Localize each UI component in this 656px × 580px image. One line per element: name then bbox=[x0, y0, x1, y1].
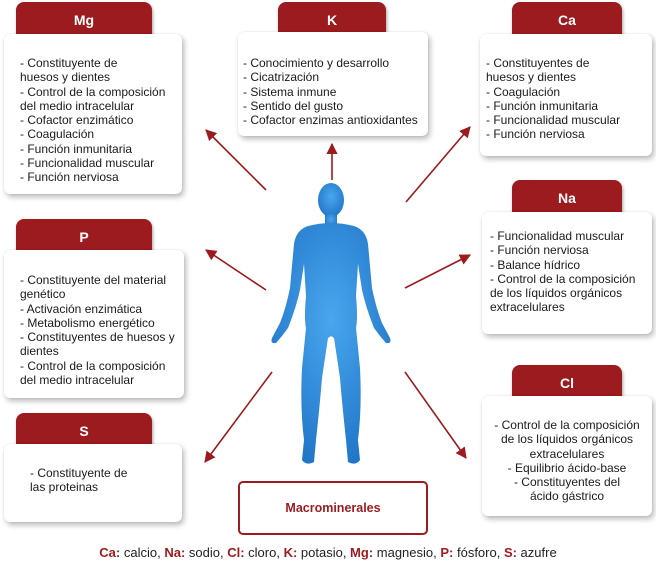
cl-functions bbox=[484, 418, 650, 504]
arrow-to-s bbox=[205, 372, 272, 462]
function-line: - Sentido del gusto bbox=[243, 98, 344, 113]
function-line: las proteinas bbox=[30, 480, 99, 495]
arrow-to-ca bbox=[406, 127, 470, 202]
k-symbol: K bbox=[326, 12, 338, 28]
function-line: - Conocimiento y desarrollo bbox=[243, 56, 390, 70]
function-line: - Constituyentes de bbox=[486, 56, 590, 70]
function-line: - Constituyente de bbox=[30, 466, 128, 480]
function-line: - Funcionalidad muscular bbox=[490, 229, 625, 243]
legend-name: sodio, bbox=[185, 545, 228, 560]
ca-functions bbox=[486, 56, 620, 142]
legend-symbol: P: bbox=[440, 545, 454, 560]
function-line: genético bbox=[20, 287, 66, 302]
function-line: - Constituyente del material bbox=[20, 273, 167, 287]
legend-symbol: Na: bbox=[164, 545, 186, 560]
mg-symbol-tab bbox=[16, 2, 152, 38]
function-line: - Constituyentes del bbox=[513, 475, 621, 490]
arrow-to-mg bbox=[206, 130, 266, 190]
function-line: - Constituyente de bbox=[20, 56, 118, 70]
legend-name: calcio, bbox=[120, 545, 165, 560]
function-line: - Activación enzimática bbox=[20, 301, 143, 316]
function-line: - Cofactor enzimático bbox=[20, 113, 134, 128]
legend-name: magnesio, bbox=[373, 545, 441, 560]
legend-symbol: Mg: bbox=[350, 545, 374, 560]
legend-symbol: Ca: bbox=[99, 545, 121, 560]
function-line: - Función inmunitaria bbox=[20, 141, 133, 156]
legend-name: azufre bbox=[516, 545, 557, 560]
s-symbol: S bbox=[79, 423, 89, 439]
arrow-to-p bbox=[206, 250, 266, 290]
mg-symbol: Mg bbox=[73, 12, 95, 28]
function-line: - Función nerviosa bbox=[20, 170, 119, 185]
k-functions bbox=[243, 56, 418, 127]
function-line: huesos y dientes bbox=[20, 70, 111, 85]
function-line: - Coagulación bbox=[20, 127, 95, 142]
function-line: del medio intracelular bbox=[20, 98, 135, 113]
function-line: - Funcionalidad muscular bbox=[486, 113, 621, 128]
na-symbol: Na bbox=[558, 190, 576, 206]
mg-functions bbox=[20, 56, 165, 185]
function-line: de los líquidos orgánicos bbox=[490, 286, 623, 301]
function-line: ácido gástrico bbox=[529, 489, 605, 504]
function-line: - Cofactor enzimas antioxidantes bbox=[243, 113, 418, 128]
function-line: - Balance hídrico bbox=[490, 257, 581, 272]
function-line: huesos y dientes bbox=[486, 70, 577, 85]
s-functions bbox=[30, 466, 127, 495]
legend-name: cloro, bbox=[244, 545, 284, 560]
function-line: extracelulares bbox=[529, 446, 605, 461]
ca-symbol-tab bbox=[512, 2, 622, 38]
legend bbox=[0, 545, 656, 560]
legend-name: potasio, bbox=[297, 545, 351, 560]
legend-symbol: Cl: bbox=[227, 545, 245, 560]
function-line: extracelulares bbox=[490, 300, 565, 315]
legend-name: fósforo, bbox=[453, 545, 504, 560]
function-line: - Metabolismo energético bbox=[20, 315, 155, 330]
arrow-to-cl bbox=[405, 372, 466, 458]
function-line: - Control de la composición bbox=[20, 84, 166, 99]
function-line: - Control de la composición bbox=[490, 271, 636, 286]
na-functions bbox=[490, 229, 635, 315]
function-line: - Funcionalidad muscular bbox=[20, 156, 155, 171]
function-line: - Constituyentes de huesos y bbox=[20, 330, 175, 345]
legend-symbol: S: bbox=[503, 545, 517, 560]
ca-symbol: Ca bbox=[558, 12, 576, 28]
p-functions bbox=[20, 273, 175, 387]
human-body-icon bbox=[268, 178, 394, 468]
function-line: - Sistema inmune bbox=[243, 84, 337, 99]
function-line: - Cicatrización bbox=[243, 70, 320, 85]
function-line: del medio intracelular bbox=[20, 373, 135, 388]
macrominerales-label: Macrominerales bbox=[238, 481, 428, 535]
function-line: de los líquidos orgánicos bbox=[500, 432, 634, 447]
p-symbol: P bbox=[79, 229, 89, 245]
cl-symbol: Cl bbox=[560, 375, 574, 391]
arrow-to-na bbox=[405, 255, 470, 288]
function-line: - Función inmunitaria bbox=[486, 98, 599, 113]
function-line: - Equilibrio ácido-base bbox=[507, 460, 627, 475]
function-line: - Función nerviosa bbox=[490, 243, 589, 258]
function-line: - Coagulación bbox=[486, 84, 561, 99]
legend-symbol: K: bbox=[283, 545, 298, 560]
function-line: - Función nerviosa bbox=[486, 127, 585, 142]
function-line: - Control de la composición bbox=[20, 358, 166, 373]
na-symbol-tab bbox=[512, 180, 622, 216]
function-line: dientes bbox=[20, 344, 59, 359]
function-line: - Control de la composición bbox=[494, 418, 640, 432]
